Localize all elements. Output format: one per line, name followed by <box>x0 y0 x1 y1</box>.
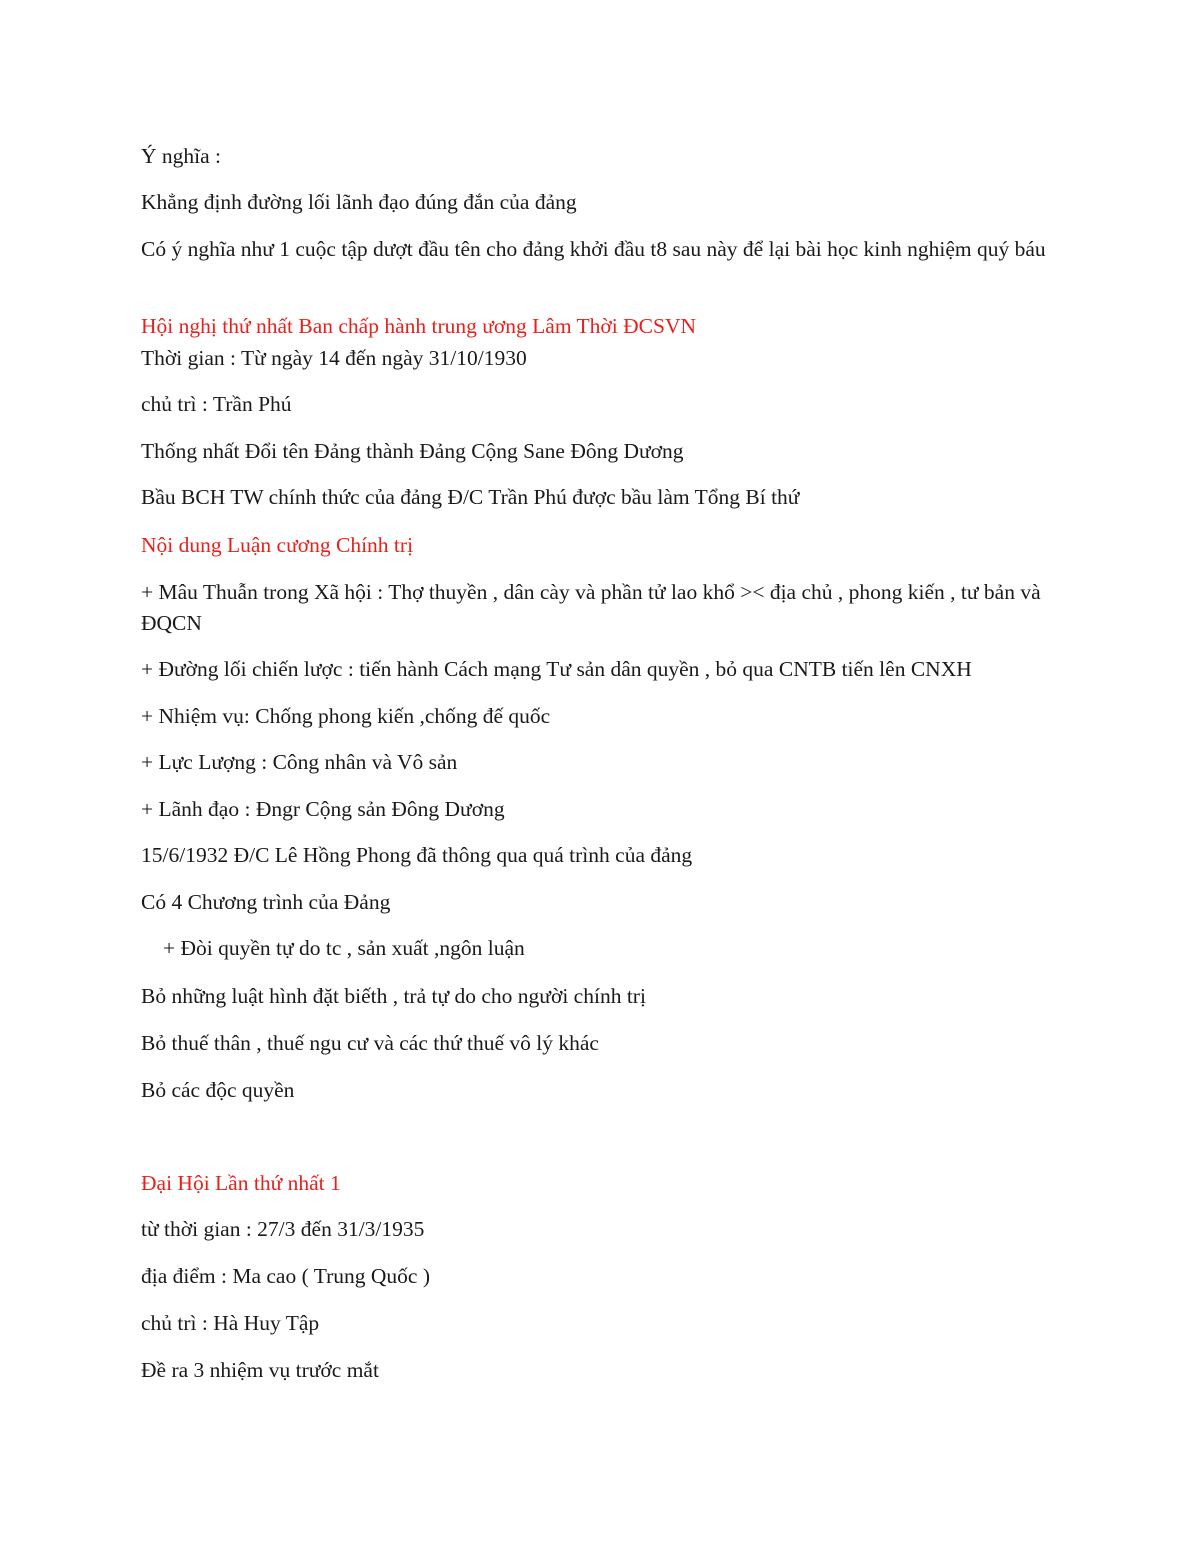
paragraph-doi-quyen: + Đòi quyền tự do tc , sản xuất ,ngôn luận <box>163 936 525 960</box>
paragraph-chu-tri-ha-huy-tap: chủ trì : Hà Huy Tập <box>141 1311 320 1335</box>
heading-noi-dung-luan-cuong: Nội dung Luận cương Chính trị <box>141 533 414 557</box>
paragraph-bau-bch: Bầu BCH TW chính thức của đảng Đ/C Trần Phú được bầu làm Tổng Bí thứ <box>141 485 800 509</box>
paragraph-de-ra-3-nhiem-vu: Đề ra 3 nhiệm vụ trước mắt <box>141 1358 379 1382</box>
paragraph-tu-thoi-gian: từ thời gian : 27/3 đến 31/3/1935 <box>141 1217 425 1241</box>
heading-dai-hoi-lan-thu-nhat: Đại Hội Lần thứ nhất 1 <box>141 1171 341 1195</box>
paragraph-co-4-chuong-trinh: Có 4 Chương trình của Đảng <box>141 890 391 914</box>
paragraph-bo-doc-quyen: Bỏ các độc quyền <box>141 1078 295 1102</box>
paragraph-luc-luong: + Lực Lượng : Công nhân và Vô sản <box>141 750 458 774</box>
paragraph-lanh-dao: + Lãnh đạo : Đngr Cộng sản Đông Dương <box>141 797 505 821</box>
paragraph-thoi-gian: Thời gian : Từ ngày 14 đến ngày 31/10/1930 <box>141 346 527 370</box>
paragraph-y-nghia-label: Ý nghĩa : <box>141 144 222 168</box>
paragraph-bo-thue-than: Bỏ thuế thân , thuế ngu cư và các thứ thuế vô lý khác <box>141 1031 599 1055</box>
paragraph-chu-tri-tran-phu: chủ trì : Trần Phú <box>141 392 292 416</box>
heading-hoi-nghi-thu-nhat: Hội nghị thứ nhất Ban chấp hành trung ương Lâm Thời ĐCSVN <box>141 314 697 338</box>
paragraph-nhiem-vu: + Nhiệm vụ: Chống phong kiến ,chống đế quốc <box>141 704 551 728</box>
paragraph-mau-thuan: + Mâu Thuẫn trong Xã hội : Thợ thuyền , dân cày và phần tử lao khổ >< địa chủ , phong kiến , tư bản và ĐQCN <box>141 580 1041 635</box>
paragraph-le-hong-phong: 15/6/1932 Đ/C Lê Hồng Phong đã thông qua quá trình của đảng <box>141 843 693 867</box>
paragraph-khang-dinh: Khẳng định đường lối lãnh đạo đúng đắn của đảng <box>141 190 577 214</box>
paragraph-thong-nhat: Thống nhất Đổi tên Đảng thành Đảng Cộng Sane Đông Dương <box>141 439 684 463</box>
paragraph-dia-diem: địa điểm : Ma cao ( Trung Quốc ) <box>141 1264 431 1288</box>
paragraph-duong-loi: + Đường lối chiến lược : tiến hành Cách mạng Tư sản dân quyền , bỏ qua CNTB tiến lên CNXH <box>141 657 972 681</box>
paragraph-bo-nhung-luat: Bỏ những luật hình đặt biếth , trả tự do cho người chính trị <box>141 984 646 1008</box>
paragraph-co-y-nghia: Có ý nghĩa như 1 cuộc tập dượt đầu tên cho đảng khởi đầu t8 sau này để lại bài học kinh nghiệm quý báu <box>141 237 1046 261</box>
